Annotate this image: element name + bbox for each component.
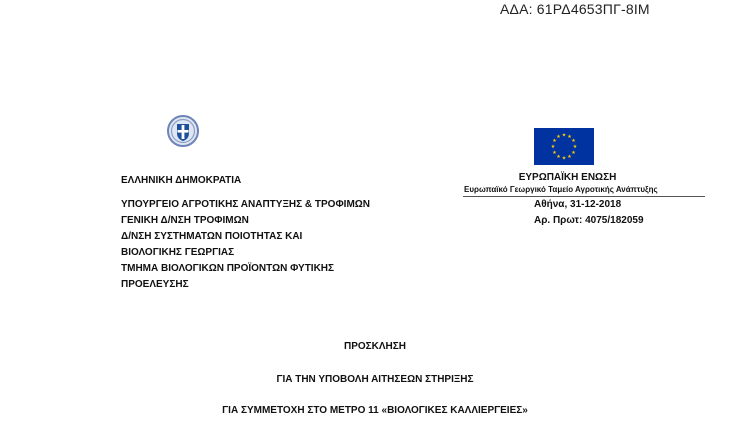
svg-text:★: ★ [561,155,567,162]
svg-text:★: ★ [552,150,557,156]
eu-fund-name: Ευρωπαϊκό Γεωργικό Ταμείο Αγροτικής Ανάπτυξης [464,185,658,194]
invitation-title: ΠΡΟΣΚΛΗΣΗ [343,341,406,352]
state-name: ΕΛΛΗΝΙΚΗ ΔΗΜΟΚΡΑΤΙΑ [121,175,242,186]
ministry-line: ΤΜΗΜΑ ΒΙΟΛΟΓΙΚΩΝ ΠΡΟΪΟΝΤΩΝ ΦΥΤΙΚΗΣ [121,263,335,274]
svg-text:★: ★ [550,144,556,150]
document-info [534,197,644,229]
svg-text:★: ★ [567,134,572,140]
svg-text:★: ★ [561,132,567,139]
svg-text:★: ★ [567,154,572,160]
svg-text:★: ★ [571,150,576,156]
protocol-number: Αρ. Πρωτ: 4075/182059 [534,215,644,226]
ministry-line: ΥΠΟΥΡΓΕΙΟ ΑΓΡΟΤΙΚΗΣ ΑΝΑΠΤΥΞΗΣ & ΤΡΟΦΙΜΩΝ [121,199,371,210]
eu-union-name: ΕΥΡΩΠΑΪΚΗ ΕΝΩΣΗ [518,172,617,183]
ministry-line: Δ/ΝΣΗ ΣΥΣΤΗΜΑΤΩΝ ΠΟΙΟΤΗΤΑΣ ΚΑΙ [121,231,303,242]
invitation-measure-title: ΓΙΑ ΣΥΜΜΕΤΟΧΗ ΣΤΟ ΜΕΤΡΟ 11 «ΒΙΟΛΟΓΙΚΕΣ ΚΑΛΛΙΕΡΓΕΙΕΣ» [222,405,528,416]
svg-text:★: ★ [571,138,576,144]
ministry-line: ΠΡΟΕΛΕΥΣΗΣ [121,279,189,290]
ministry-line: ΒΙΟΛΟΓΙΚΗΣ ΓΕΩΡΓΙΑΣ [121,247,235,258]
ministry-block [121,197,370,293]
svg-text:★: ★ [556,154,561,160]
ministry-line: ΓΕΝΙΚΗ Δ/ΝΣΗ ΤΡΟΦΙΜΩΝ [121,215,249,226]
eu-flag-icon [534,128,594,165]
date-line: Αθήνα, 31-12-2018 [534,199,622,210]
svg-text:★: ★ [552,138,557,144]
greek-emblem-icon [166,114,200,148]
ada-code: ΑΔΑ: 61ΡΔ4653ΠΓ-8ΙΜ [500,1,650,17]
invitation-subtitle: ΓΙΑ ΤΗΝ ΥΠΟΒΟΛΗ ΑΙΤΗΣΕΩΝ ΣΤΗΡΙΞΗΣ [276,374,474,385]
svg-text:★: ★ [556,134,561,140]
svg-text:★: ★ [572,144,578,150]
